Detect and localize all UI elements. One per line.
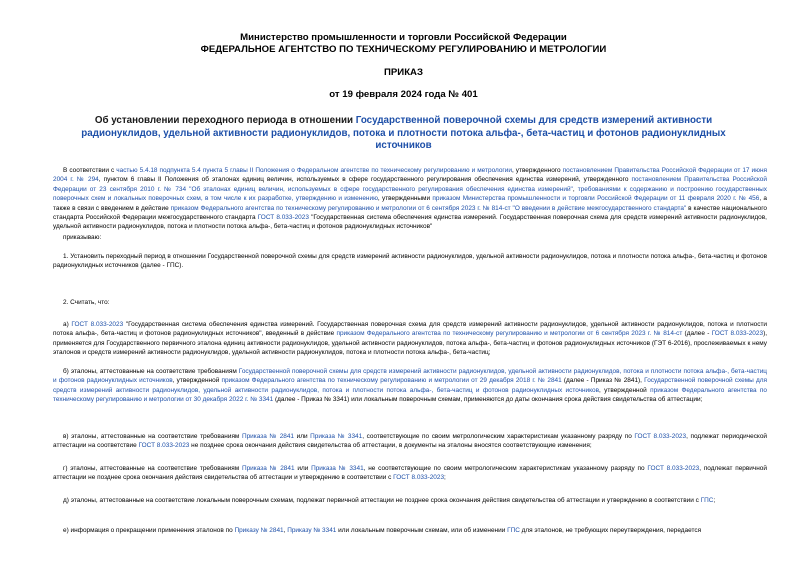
clause-text: (далее - [682,330,712,338]
clause-text: (далее - Приказ № 3341) или локальным поверочным схемам, применяются до даты окончания срока действия свидетельства об аттестации; [273,396,703,404]
title-text: Об установлении переходного периода в отношении [94,115,356,126]
clause-text: , подлежат периодической аттестации на соответствие [53,433,767,450]
item-2: 2. Считать, что: [63,299,110,306]
preamble-link-gost[interactable]: ГОСТ 8.033-2023 [257,214,309,222]
clause-b [53,367,767,405]
preamble-text: , утвержденного [511,167,563,174]
clause-text: "Государственная система обеспечения единства измерений. Государственная поверочная схема для средств измерений активности радионуклидов, удельной активности радионуклидов, потока и плотности потока альфа-, бета-частиц и фотонов радионуклидных источников", введенный в действие [53,321,767,338]
clause-text: не позднее срока окончания действия свидетельства об аттестации, в документы на эталоны вносятся соответствующие изменения; [189,442,592,450]
clause-e [53,526,767,535]
clause-g-link-3341[interactable]: Приказа № 3341 [311,465,364,472]
title-link[interactable]: Государственной поверочной схемы для средств измерений активности радионуклидов, удельной активности радионуклидов, потока и плотности потока альфа-, бета-частиц и фотонов радионуклидных источников [81,115,726,151]
preamble-text: в качестве национального стандарта Российской Федерации межгосударственного стандарта [53,204,767,222]
clause-v-link-3341[interactable]: Приказа № 3341 [310,433,363,440]
clause-text: для эталонов, не требующих переутверждения, передается [519,527,702,534]
preamble-link-regulation[interactable]: частью 5.4.18 подпункта 5.4 пункта 5 главы II Положения о Федеральном агентстве по техническому регулированию и метрологии [116,167,512,174]
clause-text: а) [63,321,72,328]
preamble-text: , а также в связи с введением в действие [53,195,767,212]
clause-text: , [283,527,288,534]
clause-text: , соответствующие по своим метрологическим характеристикам указанному разряду по [362,433,635,440]
document-title [60,115,747,153]
clause-e-link-3341[interactable]: Приказу № 3341 [287,527,337,534]
preamble-text: "Государственная система обеспечения единства измерений. Государственная поверочная схема для средств измерений активности радионуклидов, удельной активности радионуклидов, потока и плотности потока альфа-, бета-частиц и фотонов радионуклидных источников" [53,214,767,231]
preamble-text: , утвержденными [377,195,433,203]
preamble-link-decree-734[interactable]: постановлением Правительства Российской Федерации от 23 сентября 2010 г. № 734 "Об эталонах единиц величин, используемых в сфере государственного регулирования обеспечения единства измерений" [53,176,767,193]
clause-text: ), применяется для Государственного первичного эталона единиц активности радионуклидов, удельной активности радионуклидов, потока альфа-, бета-частиц и фотонов радионуклидных источников (ГЭТ 6-2016), прослеживаемых к нему эталонов и средств измерений активности радионуклидов, удельной активности радионуклидов, потока и плотности потока альфа-, бета-частиц; [53,330,767,357]
clause-text: , подлежат первичной аттестации не позднее срока окончания действия свидетельства об аттестации и утверждению в соответствии с [53,465,767,482]
clause-g [53,464,767,483]
clause-text: е) информация о прекращении применения эталонов по [63,527,235,534]
clause-v-link-gost[interactable]: ГОСТ 8.033-2023 [634,433,687,440]
item-1: 1. Установить переходный период в отношении Государственной поверочной схемы для средств измерений активности радионуклидов, удельной активности радионуклидов, потока и плотности потока альфа-, бета-частиц и фотонов радионуклидных источников (далее - ГПС). [53,253,767,270]
agency-name: ФЕДЕРАЛЬНОЕ АГЕНТСТВО ПО ТЕХНИЧЕСКОМУ РЕГУЛИРОВАНИЮ И МЕТРОЛОГИИ [200,44,607,55]
clause-text: или локальным поверочным схемам, или об изменении [336,527,508,534]
preamble-paragraph [53,166,767,232]
preamble-link-order-456[interactable]: приказом Министерства промышленности и торговли Российской Федерации от 11 февраля 2020 г. № 456 [432,195,760,203]
clause-text: ; [713,497,716,504]
clause-d-link-gps[interactable]: ГПС [700,497,714,504]
clause-text: (далее - Приказ № 2841), [561,377,645,385]
clause-d [53,496,767,505]
clause-b-link-order-2841[interactable]: приказом Федерального агентства по техническому регулированию и метрологии от 29 декабря 2018 г. № 2841 [221,377,562,385]
clause-b-link-order-3341[interactable]: приказом Федерального агентства по техническому регулированию и метрологии от 30 декабря 2022 г. № 3341 [53,386,767,404]
clause-a-link-gost-2[interactable]: ГОСТ 8.033-2023 [711,330,764,338]
clause-a-link-gost[interactable]: ГОСТ 8.033-2023 [71,321,124,328]
preamble-link-order-814[interactable]: приказом Федерального агентства по техническому регулированию и метрологии от 6 сентября 2023 г. № 814-ст "О введении в действие межгосударственного стандарта" [170,204,687,212]
document-type: ПРИКАЗ [384,67,423,78]
clause-text: в) эталоны, аттестованные на соответствие требованиям [63,433,242,440]
clause-text: д) эталоны, аттестованные на соответствие локальным поверочным схемам, подлежат первичной аттестации не позднее срока окончания действия свидетельства об аттестации и утверждению в соответствии с [63,497,701,504]
orders-line: приказываю: [63,234,102,241]
clause-v-link-gost-2[interactable]: ГОСТ 8.033-2023 [138,442,190,450]
preamble-text: , утвержденного [578,176,632,184]
preamble-text: , [572,185,578,193]
preamble-text: , [98,176,104,184]
clause-v [53,432,767,451]
clause-a-link-order-814[interactable]: приказом Федерального агентства по техническому регулированию и метрологии от 6 сентября 2023 г. № 814-ст [336,330,683,338]
clause-e-link-gps[interactable]: ГПС [507,527,520,534]
preamble-link-requirements[interactable]: требованиями к содержанию и построению государственных поверочных схем и локальных поверочных схем, в том числе к их разработке, утверждению и изменению [53,185,767,203]
preamble-link-decree-294[interactable]: постановлением Правительства Российской Федерации от 17 июня 2004 г. № 294 [53,167,767,184]
clause-text: , утвержденной [172,377,222,385]
clause-text: или [294,465,312,472]
clause-g-link-gost-2[interactable]: ГОСТ 8.033-2023 [393,474,445,482]
clause-text: , утвержденной [599,386,651,394]
clause-text: б) эталоны, аттестованные на соответствие требованиям [63,368,239,375]
ministry-name: Министерство промышленности и торговли Российской Федерации [240,32,567,43]
clause-v-link-2841[interactable]: Приказа № 2841 [241,433,295,440]
preamble-text: пунктом 6 главы II Положения об эталонах единиц величин, используемых в сфере государственного регулирования обеспечения единства измерений [103,176,579,184]
clause-g-link-gost[interactable]: ГОСТ 8.033-2023 [647,465,700,472]
clause-e-link-2841[interactable]: Приказу № 2841 [234,527,284,534]
clause-b-link-scheme-2[interactable]: Государственной поверочной схемы для средств измерений активности радионуклидов, удельной активности радионуклидов, потока и плотности потока альфа-, бета-частиц и фотонов радионуклидных источников [53,377,767,394]
clause-g-link-2841[interactable]: Приказа № 2841 [241,465,295,472]
clause-text: г) эталоны, аттестованные на соответствие требованиям [63,465,242,472]
clause-text: или [294,433,311,440]
clause-a [53,320,767,358]
document-date-number: от 19 февраля 2024 года № 401 [329,89,478,100]
clause-text: ; [444,474,446,482]
preamble-text: В соответствии с [63,167,117,174]
clause-b-link-scheme[interactable]: Государственной поверочной схемы для средств измерений активности радионуклидов, удельной активности радионуклидов, потока и плотности потока альфа-, бета-частиц и фотонов радионуклидных источников [53,368,767,385]
clause-text: , не соответствующие по своим метрологическим характеристикам указанному разряду по [363,465,648,472]
